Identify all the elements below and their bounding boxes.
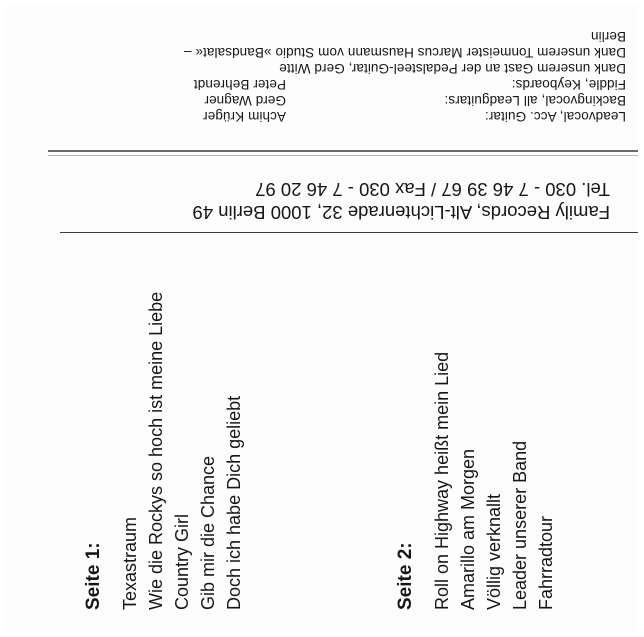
track-item: Amarillo am Morgen [458, 448, 478, 610]
credit-row [20, 108, 626, 124]
track-item: Texastraum [120, 516, 140, 610]
track-item: Völlig verknallt [484, 493, 504, 610]
tracklist [79, 230, 579, 610]
track-item: Country Girl [172, 513, 192, 610]
divider-line [48, 155, 638, 156]
track-item: Wie die Rockys so hoch ist meine Liebe [146, 291, 166, 610]
divider-line [48, 150, 638, 152]
side-2-heading: Seite 2: [395, 542, 416, 610]
side-1 [79, 230, 247, 610]
side-1-heading: Seite 1: [83, 542, 104, 610]
credit-name: Peter Behrendt [193, 77, 286, 92]
label-info-block [70, 166, 610, 224]
credit-row [20, 92, 626, 108]
side-2 [391, 230, 559, 610]
thanks-city-line: Berlin [590, 29, 626, 44]
thanks-guest-line: Dank unserem Gast an der Pedalsteel-Guitar, Gerd Witte [279, 61, 626, 76]
label-address: Family Records, Alt-Lichtenrade 32, 1000 Berlin 49 [192, 202, 610, 223]
track-item: Doch ich habe Dich geliebt [224, 395, 244, 610]
credits-panel [20, 4, 626, 124]
track-item: Gib mir die Chance [198, 455, 218, 610]
credit-row [20, 76, 626, 92]
credit-role: Leadvocal, Acc. Guitar: [484, 109, 626, 124]
thanks-engineer-line: Dank unserem Tonmeister Marcus Hausmann vom Studio »Bandsalat« – [183, 45, 626, 60]
credit-name: Achim Krüger [203, 109, 286, 124]
track-item: Leader unserer Band [510, 440, 530, 610]
credit-role: Fiddle, Keyboards: [511, 77, 626, 92]
label-phone: Tel. 030 - 7 46 39 67 / Fax 030 - 7 46 20 97 [255, 179, 610, 200]
track-item: Roll on Highway heißt mein Lied [432, 351, 452, 610]
credit-role: Backingvocal, all Leadguitars: [444, 93, 626, 108]
credit-name: Gerd Wagner [204, 93, 286, 108]
track-item: Fahrradtour [536, 515, 556, 610]
